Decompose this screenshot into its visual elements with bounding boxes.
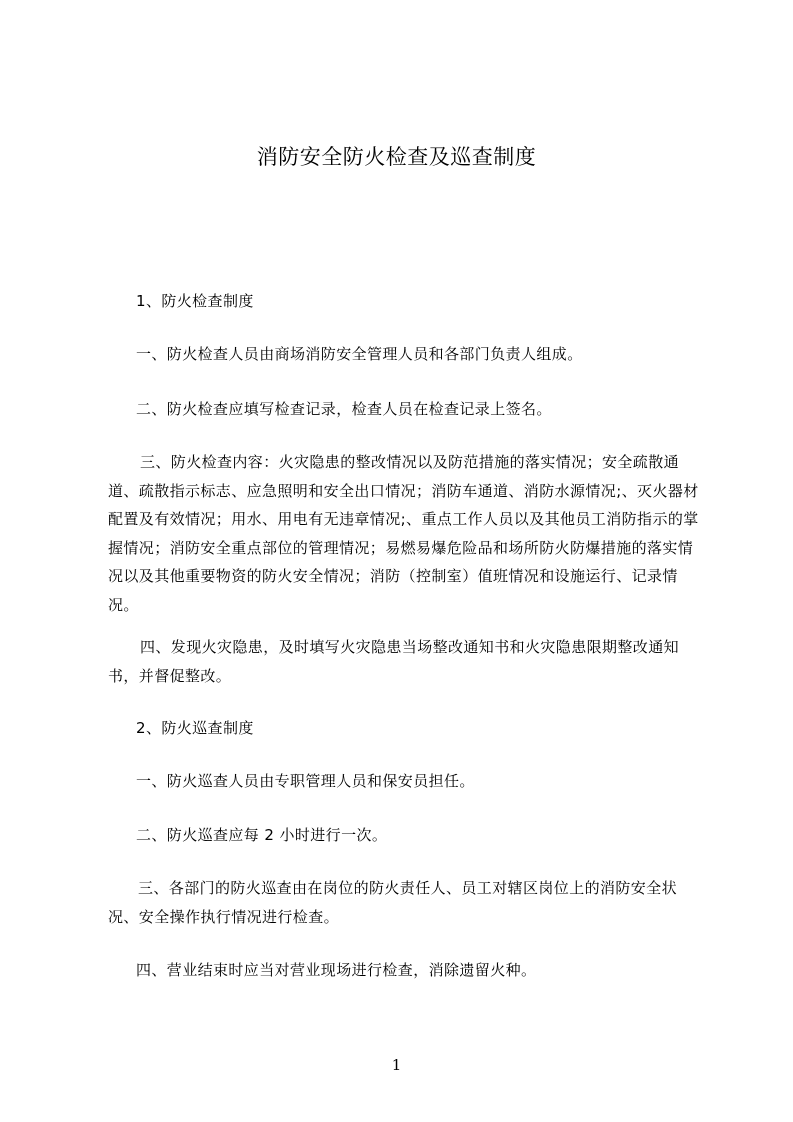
section-heading-patrol: 2、防火巡查制度 (136, 719, 254, 737)
patrol-item-4: 四、营业结束时应当对营业现场进行检查，消除遗留火种。 (136, 961, 537, 979)
inspection-item-4: 四、发现火灾隐患，及时填写火灾隐患当场整改通知书和火灾隐患限期整改通知书，并督促整改。 (108, 638, 680, 685)
section-heading-inspection: 1、防火检查制度 (136, 292, 254, 310)
document-title: 消防安全防火检查及巡查制度 (256, 145, 537, 169)
patrol-item-2: 二、防火巡查应每 2 小时进行一次。 (136, 826, 388, 844)
patrol-item-1: 一、防火巡查人员由专职管理人员和保安员担任。 (136, 772, 475, 790)
patrol-item-3: 三、各部门的防火巡查由在岗位的防火责任人、员工对辖区岗位上的消防安全状况、安全操作执行情况进行检查。 (108, 879, 678, 926)
inspection-item-2: 二、防火检查应填写检查记录，检查人员在检查记录上签名。 (136, 400, 552, 418)
inspection-item-3: 三、防火检查内容：火灾隐患的整改情况以及防范措施的落实情况；安全疏散通道、疏散指示标志、应急照明和安全出口情况；消防车通道、消防水源情况;、灭火器材配置及有效情况；用水、用电有无违章情况;、重点工作人员以及其他员工消防指示的掌握情况；消防安全重点部位的管理情况；易燃易爆危险品和场所防火防爆措施的落实情况以及其他重要物资的防火安全情况；消防（控制室）值班情况和设施运行、记录情况。 (108, 453, 699, 614)
inspection-item-1: 一、防火检查人员由商场消防安全管理人员和各部门负责人组成。 (136, 345, 583, 363)
page-number: 1 (391, 1056, 402, 1074)
